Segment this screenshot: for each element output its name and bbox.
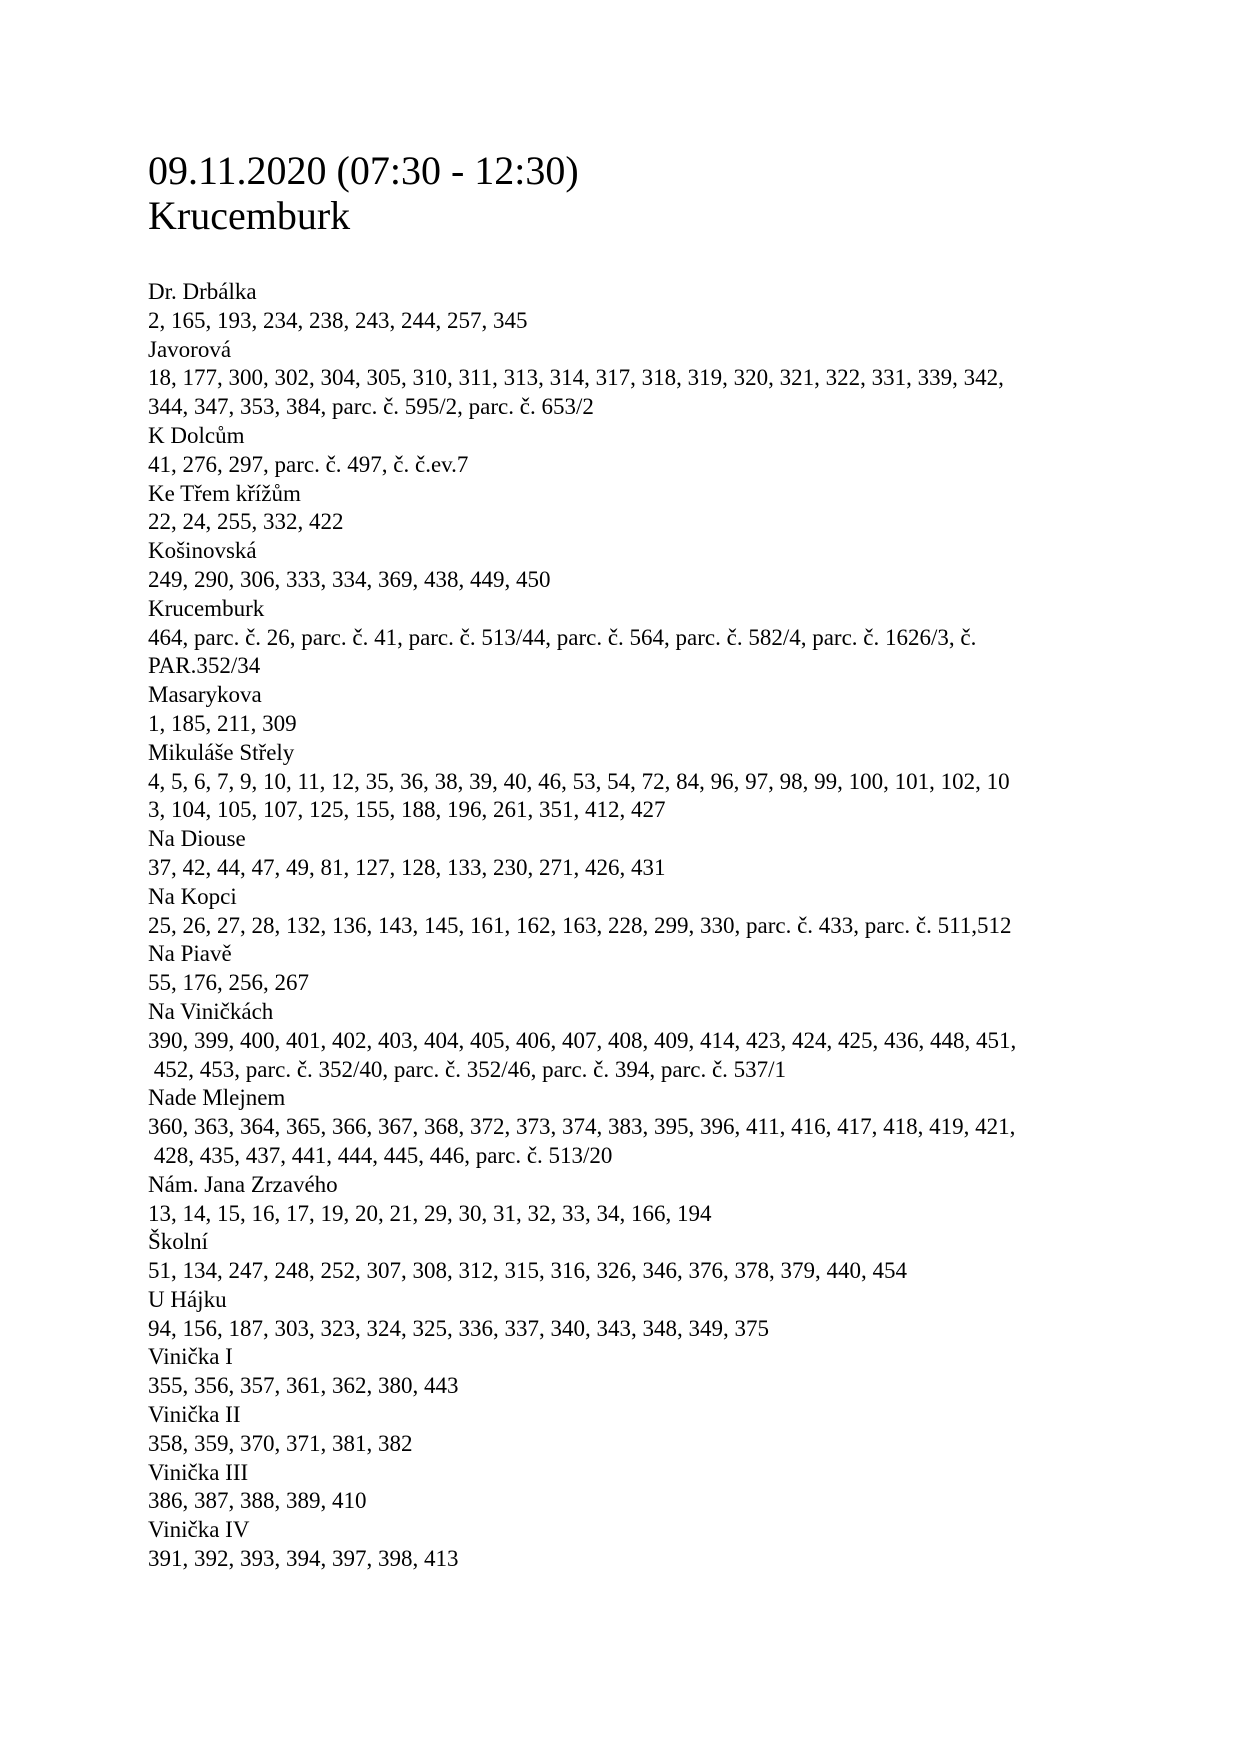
street-name: Vinička IV bbox=[148, 1517, 250, 1543]
street-name: Dr. Drbálka bbox=[148, 279, 257, 304]
street-name: Košinovská bbox=[148, 538, 257, 564]
street-name: K Dolcům bbox=[148, 422, 245, 448]
house-numbers: 355, 356, 357, 361, 362, 380, 443 bbox=[148, 1373, 459, 1399]
street-entry bbox=[148, 1171, 1108, 1229]
street-entry bbox=[148, 336, 1108, 422]
house-numbers: 41, 276, 297, parc. č. 497, č. č.ev.7 bbox=[148, 451, 469, 477]
house-numbers: 4, 5, 6, 7, 9, 10, 11, 12, 35, 36, 38, 39, 40, 46, 53, 54, 72, 84, 96, 97, 98, 99, 100, 101, 102, 10 bbox=[148, 768, 1010, 794]
street-entry bbox=[148, 1286, 1108, 1344]
street-entry bbox=[148, 739, 1108, 825]
street-name: Vinička III bbox=[148, 1459, 249, 1485]
street-entry bbox=[148, 480, 1108, 538]
house-numbers: 464, parc. č. 26, parc. č. 41, parc. č. 513/44, parc. č. 564, parc. č. 582/4, parc. č. 1626/3, č. bbox=[148, 624, 977, 650]
house-numbers: 249, 290, 306, 333, 334, 369, 438, 449, 450 bbox=[148, 566, 551, 592]
street-name: Školní bbox=[148, 1229, 209, 1255]
house-numbers: 428, 435, 437, 441, 444, 445, 446, parc. č. 513/20 bbox=[148, 1142, 613, 1168]
house-numbers: 452, 453, parc. č. 352/40, parc. č. 352/46, parc. č. 394, parc. č. 537/1 bbox=[148, 1056, 787, 1082]
house-numbers: 37, 42, 44, 47, 49, 81, 127, 128, 133, 230, 271, 426, 431 bbox=[148, 854, 666, 880]
street-name: Vinička I bbox=[148, 1344, 233, 1370]
street-entry bbox=[148, 595, 1108, 681]
street-name: Na Piavě bbox=[148, 941, 232, 967]
house-numbers: PAR.352/34 bbox=[148, 653, 261, 679]
street-list bbox=[148, 278, 1108, 1574]
street-name: Vinička II bbox=[148, 1402, 241, 1428]
street-name: Na Diouse bbox=[148, 826, 246, 852]
street-name: Krucemburk bbox=[148, 595, 265, 621]
house-numbers: 391, 392, 393, 394, 397, 398, 413 bbox=[148, 1546, 459, 1572]
municipality-heading: Krucemburk bbox=[148, 193, 351, 238]
house-numbers: 25, 26, 27, 28, 132, 136, 143, 145, 161, 162, 163, 228, 299, 330, parc. č. 433, parc. č. 511,512 bbox=[148, 912, 1012, 938]
house-numbers: 360, 363, 364, 365, 366, 367, 368, 372, 373, 374, 383, 395, 396, 411, 416, 417, 418, 419, 421, bbox=[148, 1114, 1016, 1140]
street-entry bbox=[148, 825, 1108, 883]
house-numbers: 390, 399, 400, 401, 402, 403, 404, 405, 406, 407, 408, 409, 414, 423, 424, 425, 436, 448, 451, bbox=[148, 1027, 1017, 1053]
house-numbers: 18, 177, 300, 302, 304, 305, 310, 311, 313, 314, 317, 318, 319, 320, 321, 322, 331, 339, 342, bbox=[148, 365, 1004, 391]
street-entry bbox=[148, 422, 1108, 480]
date-time-heading: 09.11.2020 (07:30 - 12:30) bbox=[148, 148, 579, 193]
house-numbers: 94, 156, 187, 303, 323, 324, 325, 336, 337, 340, 343, 348, 349, 375 bbox=[148, 1315, 769, 1341]
house-numbers: 22, 24, 255, 332, 422 bbox=[148, 509, 344, 535]
street-entry bbox=[148, 1516, 1108, 1574]
street-name: Ke Třem křížům bbox=[148, 480, 301, 506]
street-entry bbox=[148, 1459, 1108, 1517]
street-name: U Hájku bbox=[148, 1286, 227, 1312]
street-name: Javorová bbox=[148, 336, 232, 362]
street-entry bbox=[148, 278, 1108, 336]
street-entry bbox=[148, 1228, 1108, 1286]
street-name: Na Kopci bbox=[148, 883, 237, 909]
document-page bbox=[148, 148, 1108, 1574]
house-numbers: 51, 134, 247, 248, 252, 307, 308, 312, 315, 316, 326, 346, 376, 378, 379, 440, 454 bbox=[148, 1258, 907, 1284]
street-entry bbox=[148, 998, 1108, 1084]
street-entry bbox=[148, 1343, 1108, 1401]
street-entry bbox=[148, 537, 1108, 595]
street-name: Nám. Jana Zrzavého bbox=[148, 1171, 338, 1197]
street-entry bbox=[148, 940, 1108, 998]
house-numbers: 386, 387, 388, 389, 410 bbox=[148, 1488, 367, 1514]
street-name: Nade Mlejnem bbox=[148, 1085, 286, 1111]
street-entry bbox=[148, 681, 1108, 739]
street-entry bbox=[148, 1084, 1108, 1170]
house-numbers: 358, 359, 370, 371, 381, 382 bbox=[148, 1430, 413, 1456]
house-numbers: 344, 347, 353, 384, parc. č. 595/2, parc. č. 653/2 bbox=[148, 394, 594, 420]
street-entry bbox=[148, 1401, 1108, 1459]
house-numbers: 3, 104, 105, 107, 125, 155, 188, 196, 261, 351, 412, 427 bbox=[148, 797, 666, 823]
street-name: Mikuláše Střely bbox=[148, 739, 295, 765]
house-numbers: 55, 176, 256, 267 bbox=[148, 970, 309, 996]
house-numbers: 1, 185, 211, 309 bbox=[148, 710, 297, 736]
street-entry bbox=[148, 883, 1108, 941]
house-numbers: 13, 14, 15, 16, 17, 19, 20, 21, 29, 30, 31, 32, 33, 34, 166, 194 bbox=[148, 1200, 712, 1226]
street-name: Masarykova bbox=[148, 682, 262, 708]
house-numbers: 2, 165, 193, 234, 238, 243, 244, 257, 345 bbox=[148, 307, 528, 333]
street-name: Na Viničkách bbox=[148, 998, 274, 1024]
